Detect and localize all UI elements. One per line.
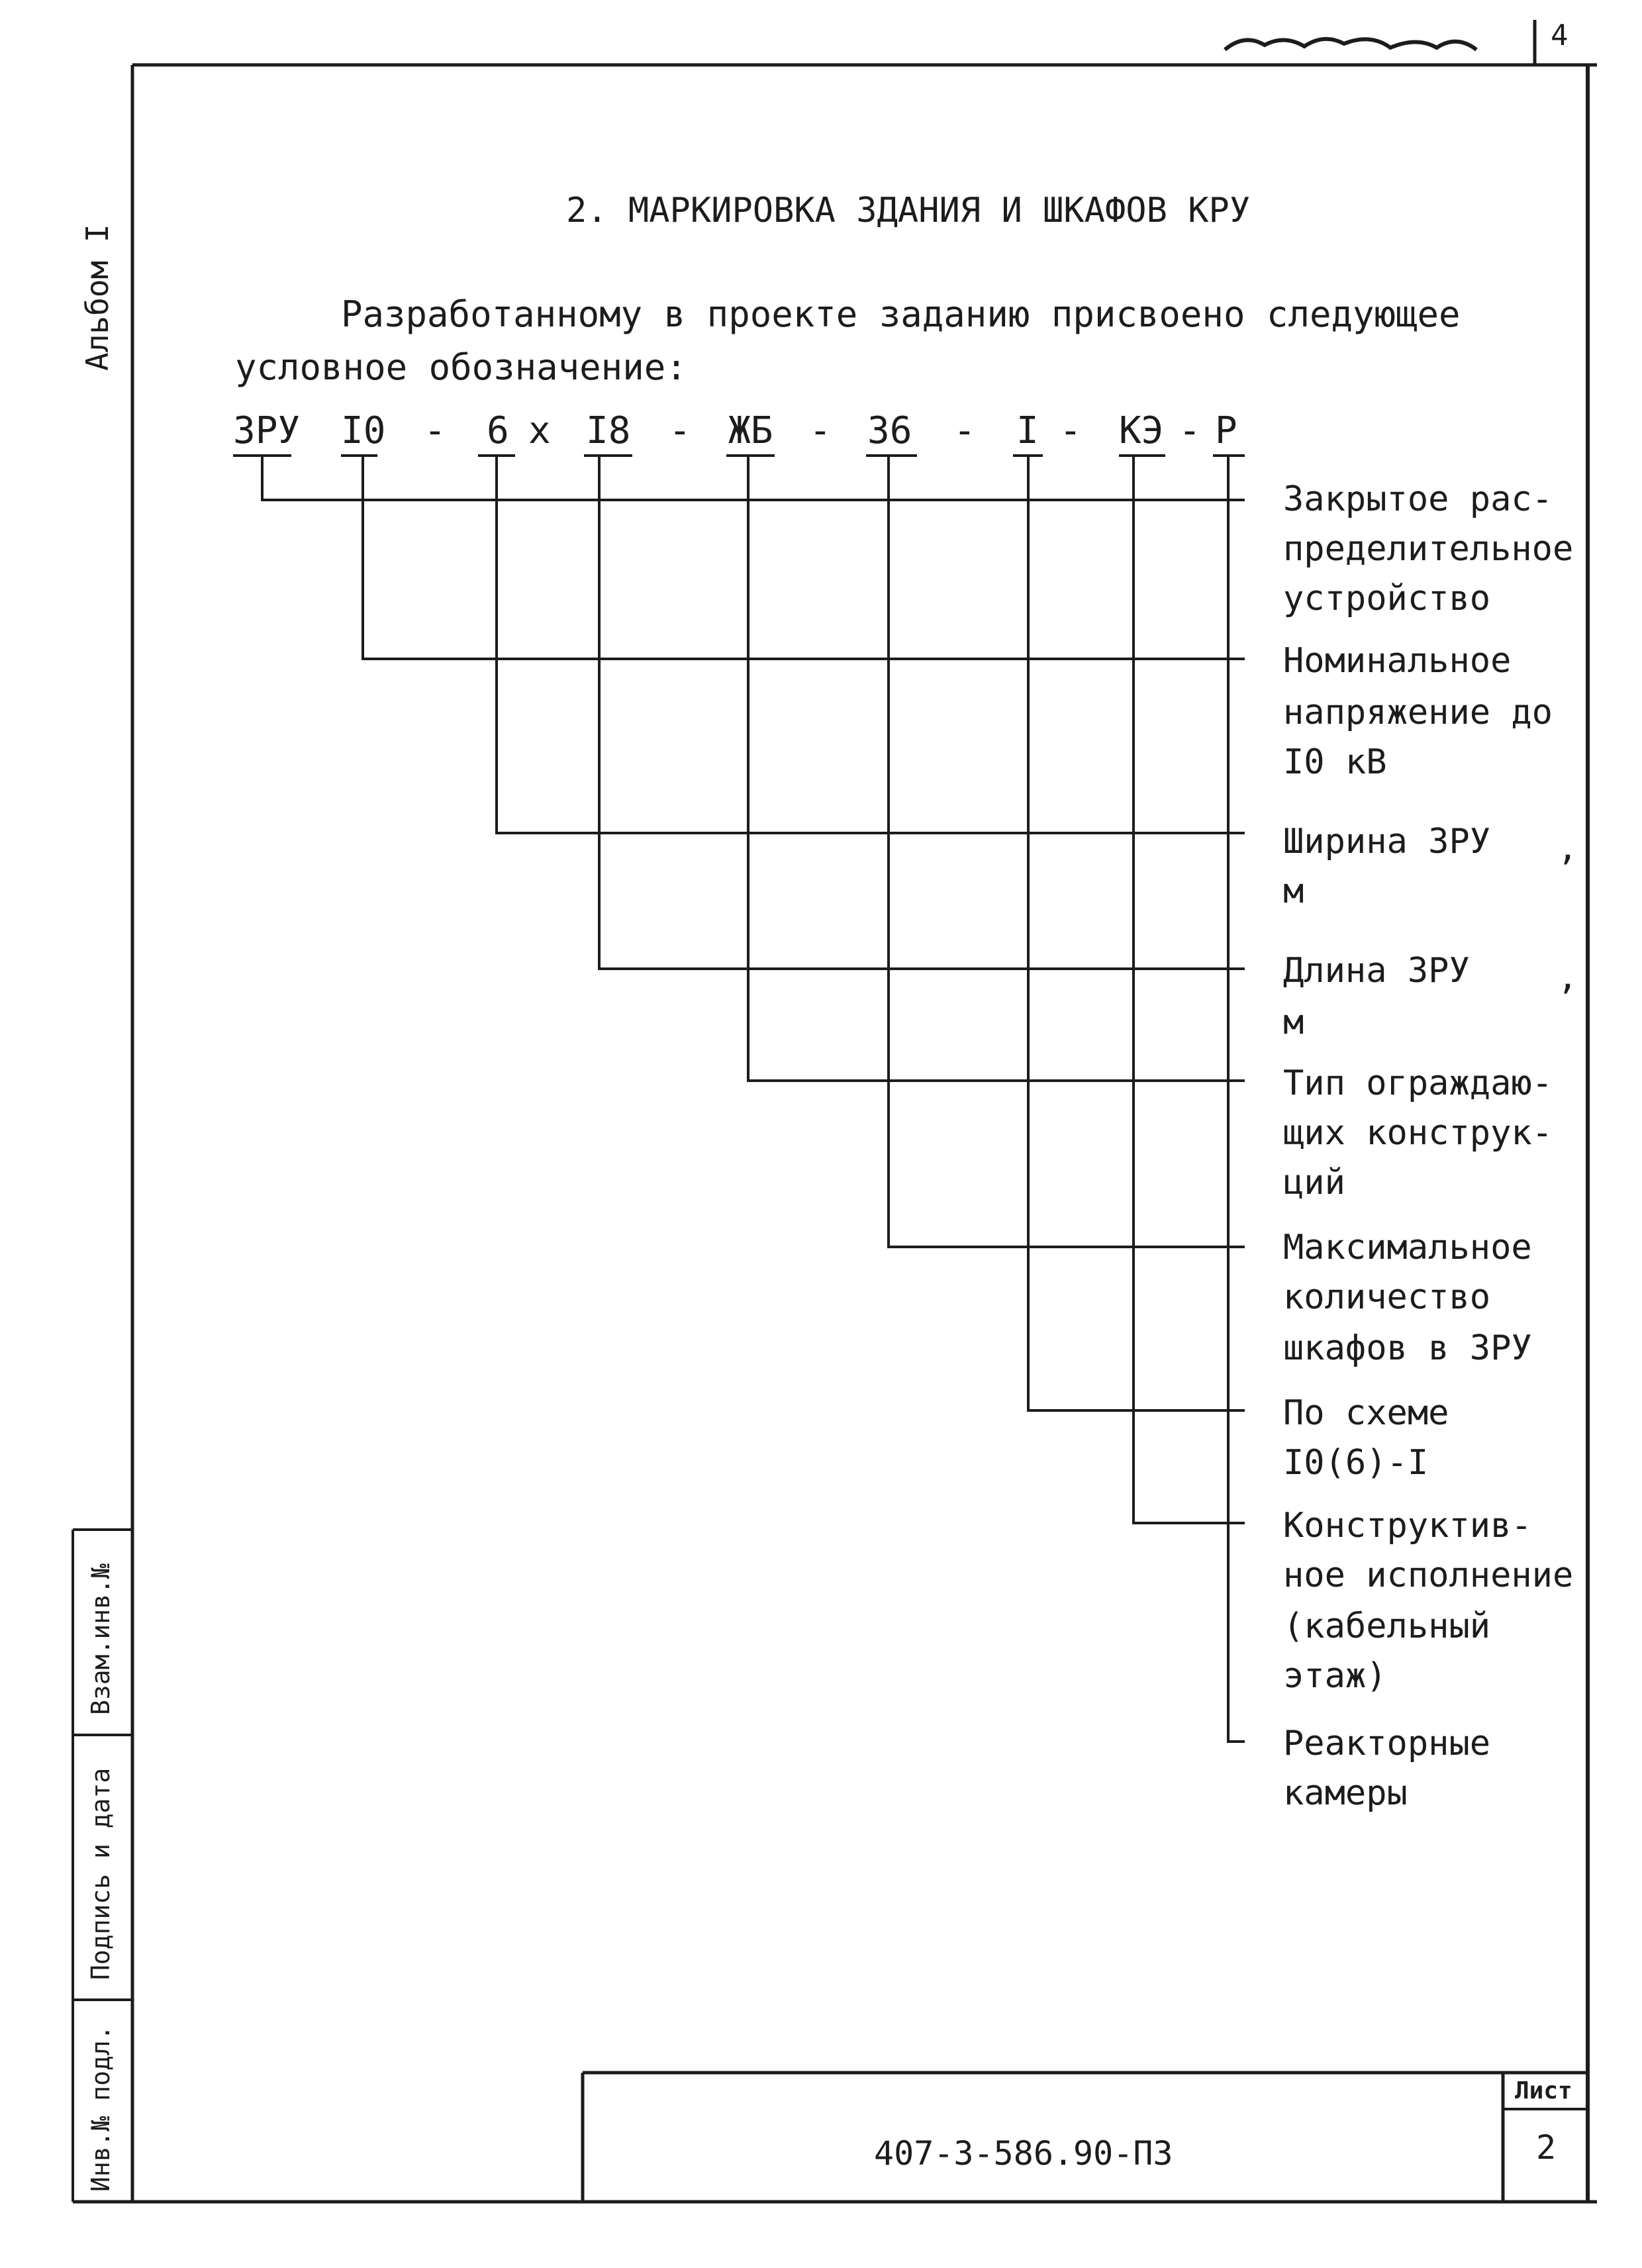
- intro-line-2: условное обозначение:: [235, 346, 687, 388]
- leader-lines: [262, 456, 1245, 1742]
- album-label: Альбом I: [79, 224, 115, 371]
- code-width: 6: [487, 409, 509, 452]
- desc-length-line-1: Длина ЗРУ: [1283, 951, 1470, 991]
- desc-zru-line-3: устройство: [1283, 579, 1491, 618]
- desc-length-line-2: м: [1283, 1003, 1304, 1042]
- code-dash-2: -: [669, 409, 691, 452]
- desc-cabinets-line-1: Максимальное: [1283, 1228, 1532, 1267]
- code-dash-4: -: [953, 409, 976, 452]
- code-zru: ЗРУ: [233, 409, 301, 452]
- desc-design-line-4: этаж): [1283, 1656, 1387, 1696]
- code-scheme: I: [1016, 409, 1039, 452]
- header-number: 4: [1551, 19, 1569, 52]
- code-voltage: I0: [341, 409, 386, 452]
- code-design: КЭ: [1119, 409, 1164, 452]
- handwritten-scribble: [1225, 39, 1476, 50]
- desc-width-line-1: Ширина ЗРУ: [1283, 822, 1491, 862]
- code-structure: ЖБ: [728, 409, 773, 452]
- desc-scheme-line-1: По схеме: [1283, 1393, 1449, 1433]
- desc-design-line-3: (кабельный: [1283, 1606, 1491, 1646]
- code-cabinets: 36: [867, 409, 912, 452]
- desc-reactor-line-1: Реакторные: [1283, 1724, 1491, 1763]
- desc-length-comma: ,: [1557, 958, 1578, 997]
- desc-width-line-2: м: [1283, 871, 1304, 911]
- code-times: x: [528, 409, 551, 452]
- stamp-label-replacement: Взам.инв.№: [86, 1563, 115, 1715]
- desc-voltage-line-3: I0 кВ: [1283, 742, 1387, 782]
- code-reactor: Р: [1215, 409, 1237, 452]
- document-number: 407-3-586.90-ПЗ: [874, 2134, 1173, 2173]
- desc-design-line-1: Конструктив-: [1283, 1506, 1532, 1546]
- desc-width-comma: ,: [1557, 828, 1578, 868]
- stamp-label-inventory: Инв.№ подл.: [86, 2025, 115, 2192]
- section-title: 2. МАРКИРОВКА ЗДАНИЯ И ШКАФОВ КРУ: [566, 191, 1251, 230]
- desc-structure-line-3: ций: [1283, 1163, 1345, 1203]
- desc-zru-line-2: пределительное: [1283, 529, 1574, 569]
- desc-structure-line-2: щих конструк-: [1283, 1113, 1553, 1153]
- desc-reactor-line-2: камеры: [1283, 1773, 1408, 1813]
- stamp-label-signature: Подпись и дата: [86, 1767, 115, 1980]
- desc-voltage-line-1: Номинальное: [1283, 641, 1512, 681]
- code-dash-1: -: [424, 409, 446, 452]
- desc-structure-line-1: Тип ограждаю-: [1283, 1063, 1553, 1103]
- desc-cabinets-line-2: количество: [1283, 1277, 1491, 1317]
- code-dash-3: -: [809, 409, 832, 452]
- desc-cabinets-line-3: шкафов в ЗРУ: [1283, 1328, 1532, 1368]
- code-dash-5: -: [1059, 409, 1082, 452]
- sheet-label: Лист: [1515, 2077, 1572, 2104]
- sheet-number: 2: [1536, 2128, 1557, 2167]
- code-dash-6: -: [1179, 409, 1201, 452]
- desc-voltage-line-2: напряжение до: [1283, 693, 1553, 732]
- desc-scheme-line-2: I0(6)-I: [1283, 1443, 1429, 1483]
- desc-design-line-2: ное исполнение: [1283, 1555, 1574, 1595]
- code-length: I8: [586, 409, 631, 452]
- desc-zru-line-1: Закрытое рас-: [1283, 479, 1553, 519]
- intro-line-1: Разработанному в проекте заданию присвоено следующее: [341, 293, 1461, 335]
